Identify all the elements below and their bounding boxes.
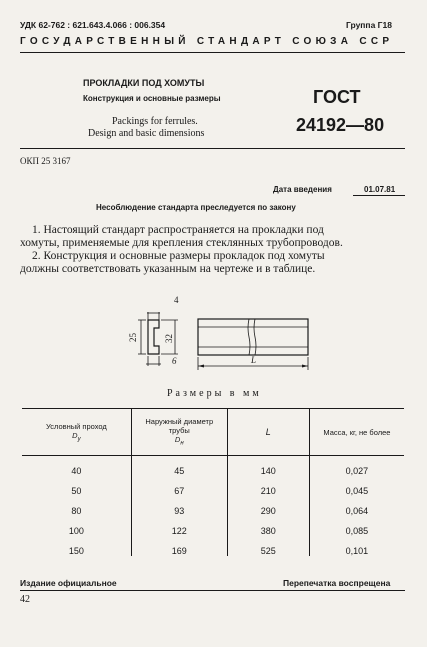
table-row <box>22 536 404 556</box>
length-cell: 140 <box>227 456 309 477</box>
page-number: 42 <box>20 594 30 605</box>
table-body <box>22 456 404 557</box>
standard-banner: ГОСУДАРСТВЕННЫЙ СТАНДАРТ СОЮЗА ССР <box>20 36 394 47</box>
law-notice: Несоблюдение стандарта преследуется по закону <box>96 203 296 212</box>
mass-cell: 0,045 <box>309 476 404 496</box>
footer-reprint-notice: Перепечатка воспрещена <box>283 578 391 588</box>
outer-diameter-cell: 93 <box>131 496 227 516</box>
outer-diameter-cell: 169 <box>131 536 227 556</box>
col-header-outer-diameter-line1: Наружный диаметр <box>145 417 214 427</box>
intro-date-value: 01.07.81 <box>364 185 396 194</box>
length-cell: 380 <box>227 516 309 536</box>
dim-bottom-label: 6 <box>172 356 177 366</box>
udk-code: УДК 62-762 : 621.643.4.066 : 006.354 <box>20 20 166 30</box>
col-header-nominal-bore-symbol: $D_у$ <box>72 430 81 443</box>
table-row <box>22 476 404 496</box>
col-header-nominal-bore <box>22 409 131 456</box>
title-ru-sub: Конструкция и основные размеры <box>83 94 221 103</box>
mass-cell: 0,085 <box>309 516 404 536</box>
title-en-line2: Design and basic dimensions <box>88 128 205 139</box>
mass-cell: 0,101 <box>309 536 404 556</box>
okp-code: ОКП 25 3167 <box>20 156 71 166</box>
mass-cell: 0,064 <box>309 496 404 516</box>
length-cell: 210 <box>227 476 309 496</box>
dim-length-label: L <box>251 355 257 365</box>
nominal-bore-cell: 40 <box>71 466 82 476</box>
col-header-outer-diameter-line2: трубы <box>168 426 190 436</box>
table-caption: Размеры в мм <box>167 388 262 399</box>
table-row <box>22 496 404 516</box>
dim-inner-label: 32 <box>164 334 174 343</box>
intro-date-label: Дата введения <box>273 185 332 194</box>
footer-official-edition: Издание официальное <box>20 578 117 588</box>
outer-diameter-cell: 45 <box>131 456 227 477</box>
paragraph-1-line-1: 1. Настоящий стандарт распространяется на прокладки под <box>32 224 324 236</box>
table-row <box>22 516 404 536</box>
paragraph-2-line-2: должны соответствовать указанным на чертеже и в таблице. <box>20 263 316 275</box>
group-label: Группа Г18 <box>346 20 392 30</box>
paragraph-1-line-2: хомуты, применяемые для крепления стеклянных трубопроводов. <box>20 237 343 249</box>
col-header-outer-diameter-symbol: $D_н$ <box>174 435 184 447</box>
length-cell: 525 <box>227 536 309 556</box>
col-header-mass: Масса, кг, не более <box>309 409 404 456</box>
table-row <box>22 456 404 477</box>
title-ru-main: ПРОКЛАДКИ ПОД ХОМУТЫ <box>83 78 205 88</box>
nominal-bore-cell: 150 <box>68 546 84 556</box>
nominal-bore-cell: 80 <box>71 506 82 516</box>
dim-top-label: 4 <box>174 295 179 305</box>
paragraph-2-line-1: 2. Конструкция и основные размеры прокладок под хомуты <box>32 250 325 262</box>
table-header-row <box>22 409 404 456</box>
col-header-outer-diameter <box>131 409 227 456</box>
outer-diameter-cell: 67 <box>131 476 227 496</box>
mass-cell: 0,027 <box>309 456 404 477</box>
dim-left-label: 25 <box>128 333 138 342</box>
gost-label: ГОСТ <box>313 87 361 107</box>
footer-divider <box>20 590 405 591</box>
col-header-nominal-bore-label: Условный проход <box>45 421 107 431</box>
length-cell: 290 <box>227 496 309 516</box>
title-en-line1: Packings for ferrules. <box>112 116 198 127</box>
nominal-bore-cell: 50 <box>71 486 82 496</box>
nominal-bore-cell: 100 <box>68 526 84 536</box>
dimensions-table <box>22 408 404 556</box>
gost-number: 24192—80 <box>296 115 385 135</box>
outer-diameter-cell: 122 <box>131 516 227 536</box>
col-header-length: L <box>227 409 309 456</box>
